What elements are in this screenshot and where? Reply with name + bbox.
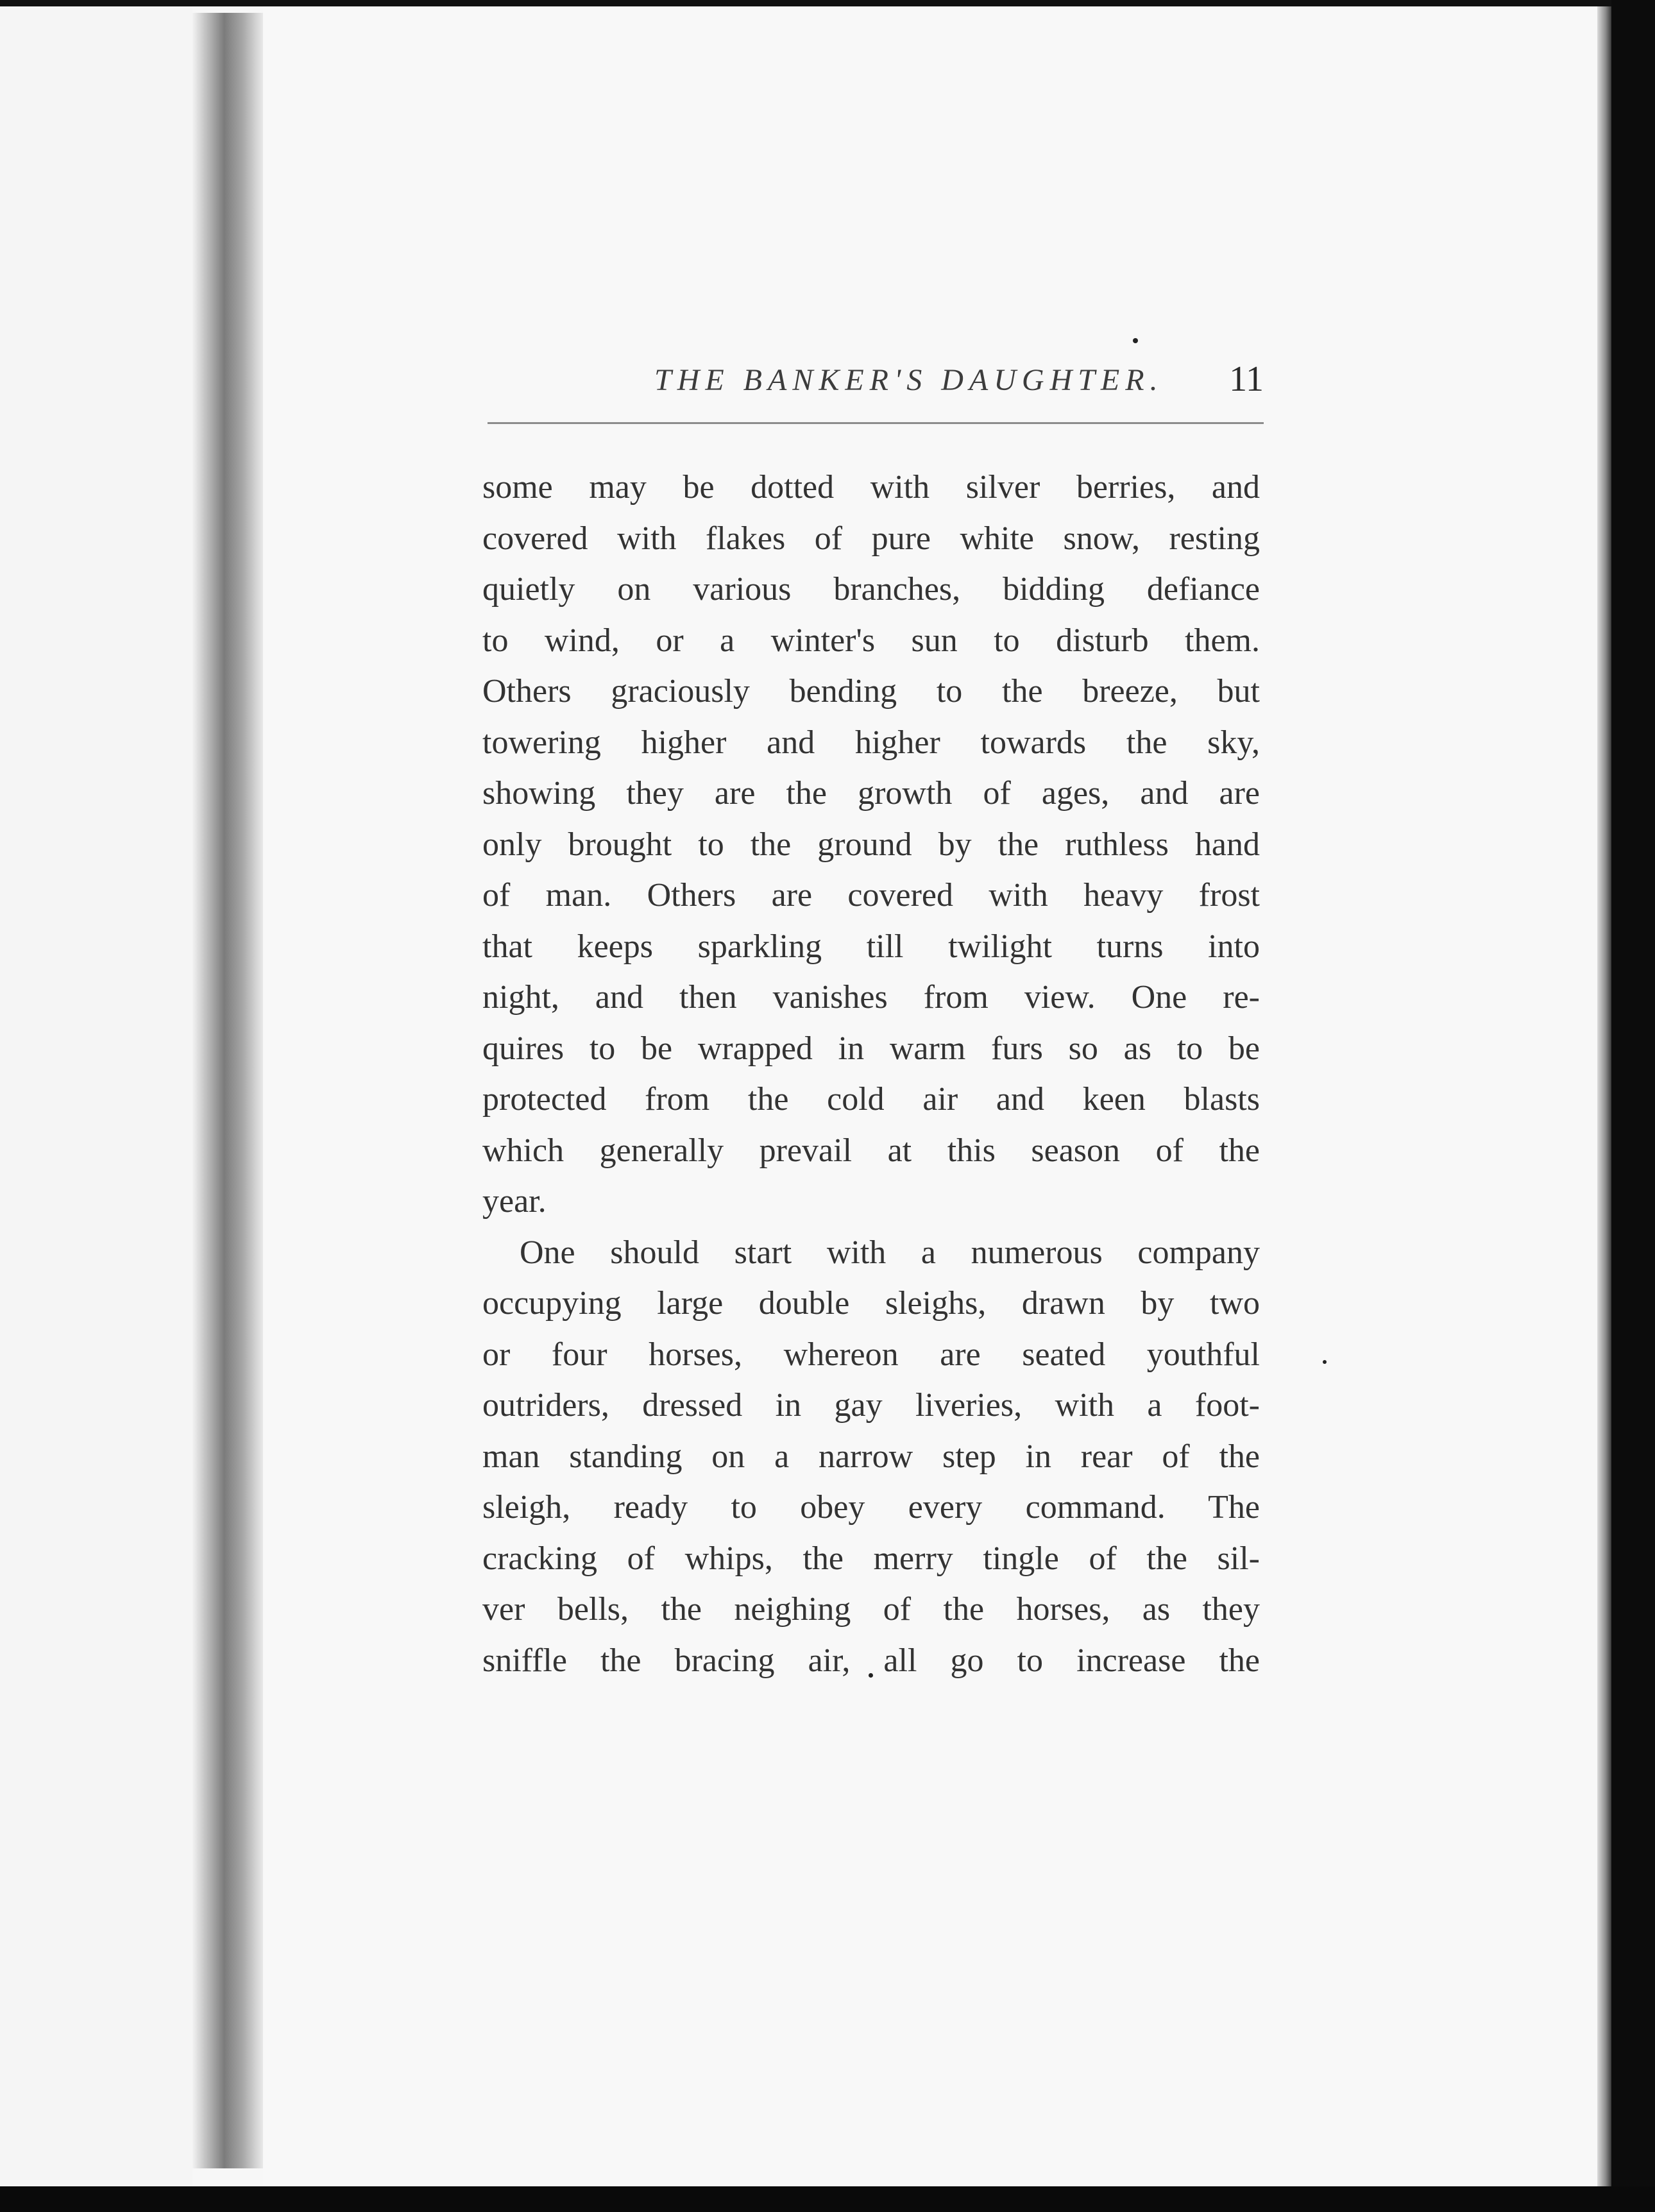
text-line: covered with flakes of pure white snow, resting — [482, 520, 1260, 557]
text-line: towering higher and higher towards the sky, — [482, 724, 1260, 761]
text-line: that keeps sparkling till twilight turns into — [482, 928, 1260, 965]
text-line: quires to be wrapped in warm furs so as to be — [482, 1030, 1260, 1067]
facing-page-edge — [0, 6, 192, 2186]
text-line: quietly on various branches, bidding defiance — [482, 571, 1260, 608]
scan-border-bottom — [0, 2186, 1655, 2212]
paragraph — [482, 1227, 1260, 1687]
text-line: of man. Others are covered with heavy frost — [482, 877, 1260, 914]
running-head — [488, 359, 1264, 407]
text-line: One should start with a numerous company — [520, 1234, 1260, 1271]
page-number: 11 — [1229, 359, 1264, 399]
text-line: only brought to the ground by the ruthless hand — [482, 826, 1260, 863]
text-line: sleigh, ready to obey every command. The — [482, 1489, 1260, 1526]
text-line: outriders, dressed in gay liveries, with a foot- — [482, 1387, 1260, 1424]
text-line: occupying large double sleighs, drawn by two — [482, 1285, 1260, 1322]
header-rule — [488, 422, 1264, 424]
text-line: ver bells, the neighing of the horses, as they — [482, 1591, 1260, 1628]
text-line: to wind, or a winter's sun to disturb them. — [482, 622, 1260, 659]
text-line: which generally prevail at this season of the — [482, 1132, 1260, 1169]
text-line: protected from the cold air and keen blasts — [482, 1081, 1260, 1118]
scan-speck — [1323, 1360, 1327, 1364]
text-line: cracking of whips, the merry tingle of the sil- — [482, 1540, 1260, 1577]
paragraph — [482, 462, 1260, 1227]
page-edge-shadow — [1597, 0, 1611, 2186]
text-line: year. — [482, 1183, 547, 1220]
text-line: night, and then vanishes from view. One re- — [482, 979, 1260, 1016]
scan-speck — [1133, 338, 1138, 343]
text-line: some may be dotted with silver berries, and — [482, 469, 1260, 506]
scan-border-right — [1611, 0, 1655, 2212]
text-line: Others graciously bending to the breeze, but — [482, 673, 1260, 710]
text-line: or four horses, whereon are seated youthful — [482, 1336, 1260, 1373]
text-line: man standing on a narrow step in rear of the — [482, 1438, 1260, 1475]
body-text — [482, 462, 1260, 1686]
text-line: sniffle the bracing air, all go to increase the — [482, 1642, 1260, 1679]
book-gutter-shadow — [192, 13, 263, 2168]
text-line: showing they are the growth of ages, and are — [482, 775, 1260, 812]
scan-border-top — [0, 0, 1655, 6]
running-title: THE BANKER'S DAUGHTER. — [654, 363, 1164, 397]
